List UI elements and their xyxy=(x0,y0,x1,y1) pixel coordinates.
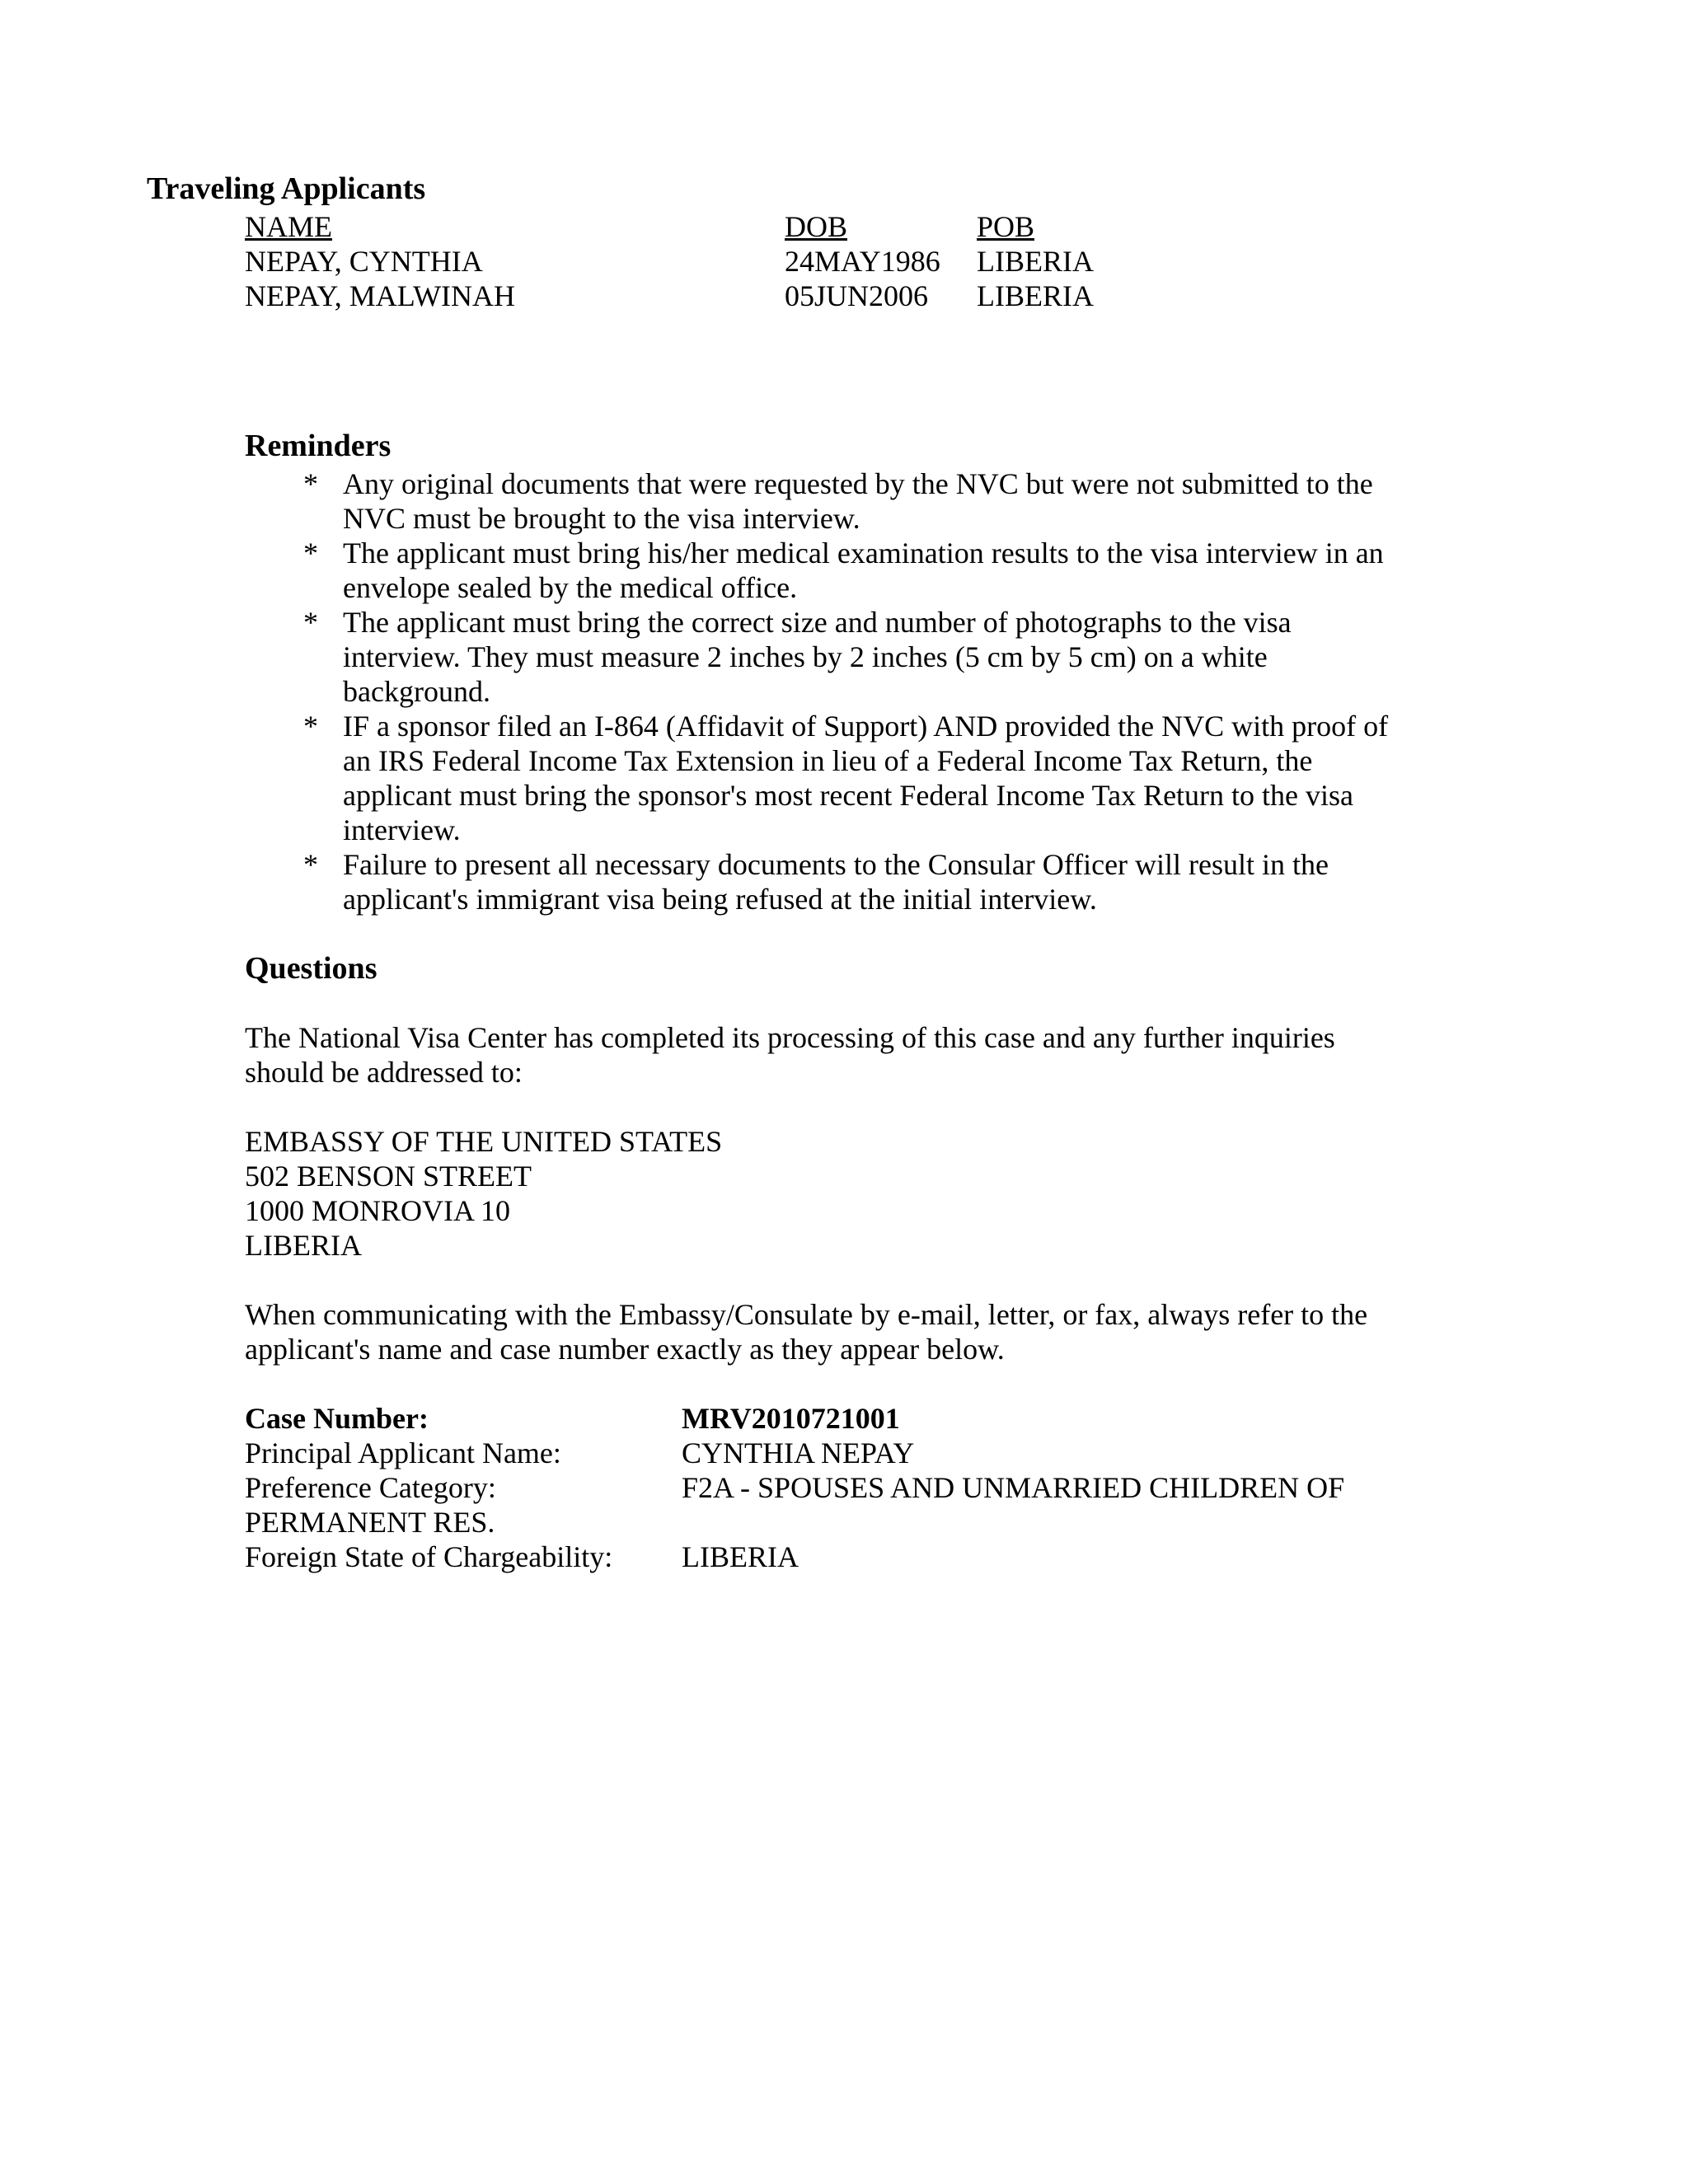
preference-category-value: F2A - SPOUSES AND UNMARRIED CHILDREN OF xyxy=(682,1471,1345,1504)
reminder-line: envelope sealed by the medical office. xyxy=(343,571,798,604)
principal-applicant-label: Principal Applicant Name: xyxy=(245,1436,561,1469)
case-number-value: MRV2010721001 xyxy=(682,1402,900,1435)
reminder-line: an IRS Federal Income Tax Extension in lieu of a Federal Income Tax Return, the xyxy=(343,744,1313,777)
address-line: EMBASSY OF THE UNITED STATES xyxy=(245,1125,723,1158)
preference-category-label: Preference Category: xyxy=(245,1471,496,1504)
reminder-item xyxy=(303,466,1424,536)
column-header-dob: DOB xyxy=(785,210,848,243)
reminder-line: The applicant must bring his/her medical examination results to the visa interview in an xyxy=(343,537,1384,569)
applicant-name: NEPAY, MALWINAH xyxy=(245,279,516,312)
reminder-line: Any original documents that were requested by the NVC but were not submitted to the xyxy=(343,467,1373,500)
reminder-line: interview. xyxy=(343,813,461,846)
communication-note-line: applicant's name and case number exactly as they appear below. xyxy=(245,1333,1005,1366)
questions-intro-line: should be addressed to: xyxy=(245,1056,523,1089)
reminder-line: applicant must bring the sponsor's most recent Federal Income Tax Return to the visa xyxy=(343,779,1354,812)
bullet-star: * xyxy=(303,467,318,500)
address-line: 1000 MONROVIA 10 xyxy=(245,1194,511,1227)
bullet-star: * xyxy=(303,848,318,881)
reminder-line: background. xyxy=(343,675,490,708)
bullet-star: * xyxy=(303,710,318,743)
reminder-line: IF a sponsor filed an I-864 (Affidavit of Support) AND provided the NVC with proof of xyxy=(343,710,1389,743)
reminder-item xyxy=(303,847,1424,916)
case-number-label: Case Number: xyxy=(245,1402,429,1435)
column-header-name: NAME xyxy=(245,210,332,243)
reminders-list xyxy=(303,466,1424,916)
reminder-line: Failure to present all necessary documents to the Consular Officer will result in the xyxy=(343,848,1329,881)
reminder-item xyxy=(303,709,1424,847)
traveling-applicants-heading: Traveling Applicants xyxy=(147,171,426,206)
chargeability-value: LIBERIA xyxy=(682,1540,799,1573)
reminder-line: NVC must be brought to the visa interview. xyxy=(343,502,860,535)
address-line: LIBERIA xyxy=(245,1229,362,1262)
bullet-star: * xyxy=(303,537,318,569)
questions-intro-line: The National Visa Center has completed its processing of this case and any further inquiries xyxy=(245,1021,1335,1054)
applicant-dob: 24MAY1986 xyxy=(785,245,940,278)
applicant-pob: LIBERIA xyxy=(977,279,1094,312)
reminder-line: The applicant must bring the correct size and number of photographs to the visa xyxy=(343,606,1292,639)
reminder-line: applicant's immigrant visa being refused at the initial interview. xyxy=(343,883,1097,916)
questions-heading: Questions xyxy=(245,951,377,986)
preference-category-continuation: PERMANENT RES. xyxy=(245,1506,495,1539)
address-line: 502 BENSON STREET xyxy=(245,1160,532,1193)
bullet-star: * xyxy=(303,606,318,639)
applicant-pob: LIBERIA xyxy=(977,245,1094,278)
chargeability-label: Foreign State of Chargeability: xyxy=(245,1540,613,1573)
applicant-dob: 05JUN2006 xyxy=(785,279,929,312)
reminder-item xyxy=(303,605,1424,709)
reminders-heading: Reminders xyxy=(245,429,392,463)
column-header-pob: POB xyxy=(977,210,1035,243)
reminder-line: interview. They must measure 2 inches by 2 inches (5 cm by 5 cm) on a white xyxy=(343,640,1268,673)
principal-applicant-value: CYNTHIA NEPAY xyxy=(682,1436,915,1469)
communication-note-line: When communicating with the Embassy/Consulate by e-mail, letter, or fax, always refer to the xyxy=(245,1298,1368,1331)
applicant-name: NEPAY, CYNTHIA xyxy=(245,245,483,278)
reminder-item xyxy=(303,536,1424,605)
